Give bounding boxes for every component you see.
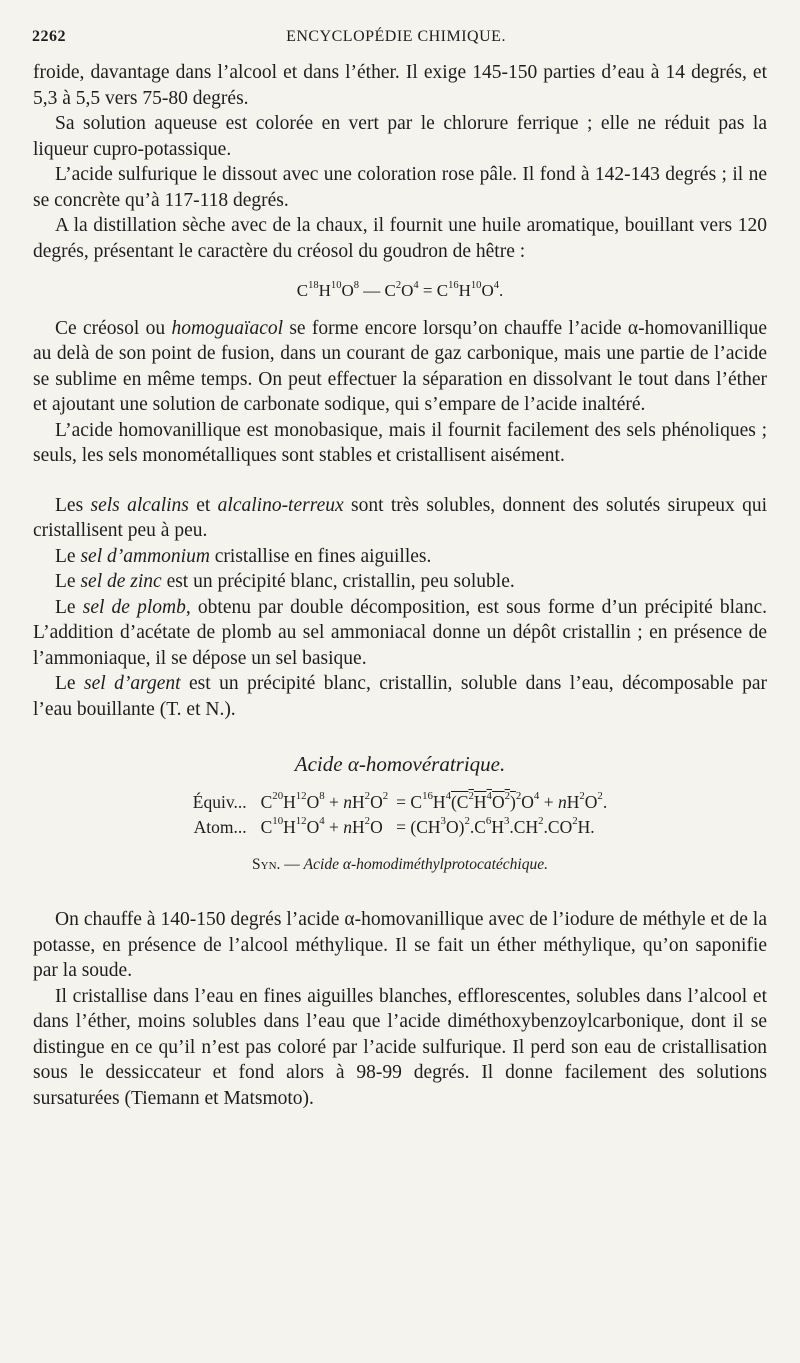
page-body — [33, 60, 767, 1111]
equiv-lhs: $C^{20}H^{12}O^8 + nH^2O^2$ — [260, 790, 389, 812]
page-number: 2262 — [32, 28, 66, 45]
atom-rhs: = $(CH^3O)^2.C^6H^3.CH^2.CO^2H$. — [396, 815, 595, 837]
equiv-rhs: = $C^{16}H^4(C^2H^4O^2)^2O^4 + nH^2O^2$. — [396, 790, 608, 812]
paragraph-7: Les sels alcalins et alcalino-terreux sont très solubles, donnent des solutés sirupeux qui cristallisent peu à peu. — [33, 494, 768, 541]
equiv-label: Équiv... — [192, 791, 247, 812]
paragraph-2: Sa solution aqueuse est colorée en vert par le chlorure ferrique ; elle ne réduit pas la liqueur cupro-potassique. — [33, 113, 767, 160]
paragraph-6: L’acide homovanillique est monobasique, mais il fournit facilement des sels phénoliques ; seuls, les sels monométalliques sont stables et cristallisent aisément. — [33, 419, 767, 466]
atom-label: Atom... — [193, 816, 247, 837]
paragraph-12: On chauffe à 140-150 degrés l’acide α-homovanillique avec de l’iodure de méthyle et de la potasse, en présence de l’alcool méthylique. Il se fait un éther méthylique, qu’on saponifie par la soude. — [33, 909, 767, 981]
section-title: Acide α-homovératrique. — [294, 752, 506, 776]
paragraph-3: L’acide sulfurique le dissout avec une coloration rose pâle. Il fond à 142-143 degrés ; il ne se concrète qu’à 117-118 degrés. — [33, 164, 767, 211]
paragraph-10: Le sel de plomb, obtenu par double décomposition, est sous forme d’un précipité blanc. L’addition d’acétate de plomb au sel ammoniacal donne un dépôt cristallin ; en présence de l’ammoniaque, il se dépose un sel basique. — [33, 596, 767, 669]
paragraph-9: Le sel de zinc est un précipité blanc, cristallin, peu soluble. — [55, 571, 515, 592]
paragraph-4: A la distillation sèche avec de la chaux, il fournit une huile aromatique, bouillant vers 120 degrés, présentant le caractère du créosol du goudron de hêtre : — [33, 215, 767, 262]
synonym-line: Syn. — Acide α-homodiméthylprotocatéchique. — [252, 855, 548, 873]
page-header — [32, 28, 760, 54]
paragraph-8: Le sel d’ammonium cristallise en fines aiguilles. — [55, 545, 432, 567]
formula-table — [189, 790, 611, 840]
equiv-row — [189, 790, 611, 815]
paragraph-1: froide, davantage dans l’alcool et dans l’éther. Il exige 145-150 parties d’eau à 14 degrés, et 5,3 à 5,5 vers 75-80 degrés. — [33, 62, 767, 109]
paragraph-11: Le sel d’argent est un précipité blanc, cristallin, soluble dans l’eau, décomposable par l’eau bouillante (T. et N.). — [33, 673, 767, 720]
paragraph-13: Il cristallise dans l’eau en fines aiguilles blanches, efflorescentes, solubles dans l’alcool et dans l’éther, moins solubles dans l’eau que l’acide diméthoxybenzoylcarbonique, dont il se distingue en ce qu’il n’est pas coloré par l’acide sulfurique. Il perd son eau de cristallisation sous le dessiccateur et fond alors à 98-99 degrés. Il donne facilement des solutions sursaturées (Tiemann et Matsmoto). — [33, 985, 767, 1109]
atom-row — [189, 815, 611, 840]
paragraph-5: Ce créosol ou homoguaïacol se forme encore lorsqu’on chauffe l’acide α-homovanillique au delà de son point de fusion, dans un courant de gaz carbonique, mais une partie de l’acide se sublime en même temps. On peut effectuer la séparation en dissolvant le tout dans l’éther et ajoutant une solution de carbonate sodique, qui s’empare de l’acide inaltéré. — [33, 317, 767, 415]
atom-lhs: $C^{10}H^{12}O^4 + nH^2O$ — [260, 815, 383, 837]
formula-creosol: $C^{18}H^{10}O^8$ — $C^2O^4 = C^{16}H^{10}O^4$. — [296, 279, 504, 300]
running-title: ENCYCLOPÉDIE CHIMIQUE. — [286, 28, 506, 45]
